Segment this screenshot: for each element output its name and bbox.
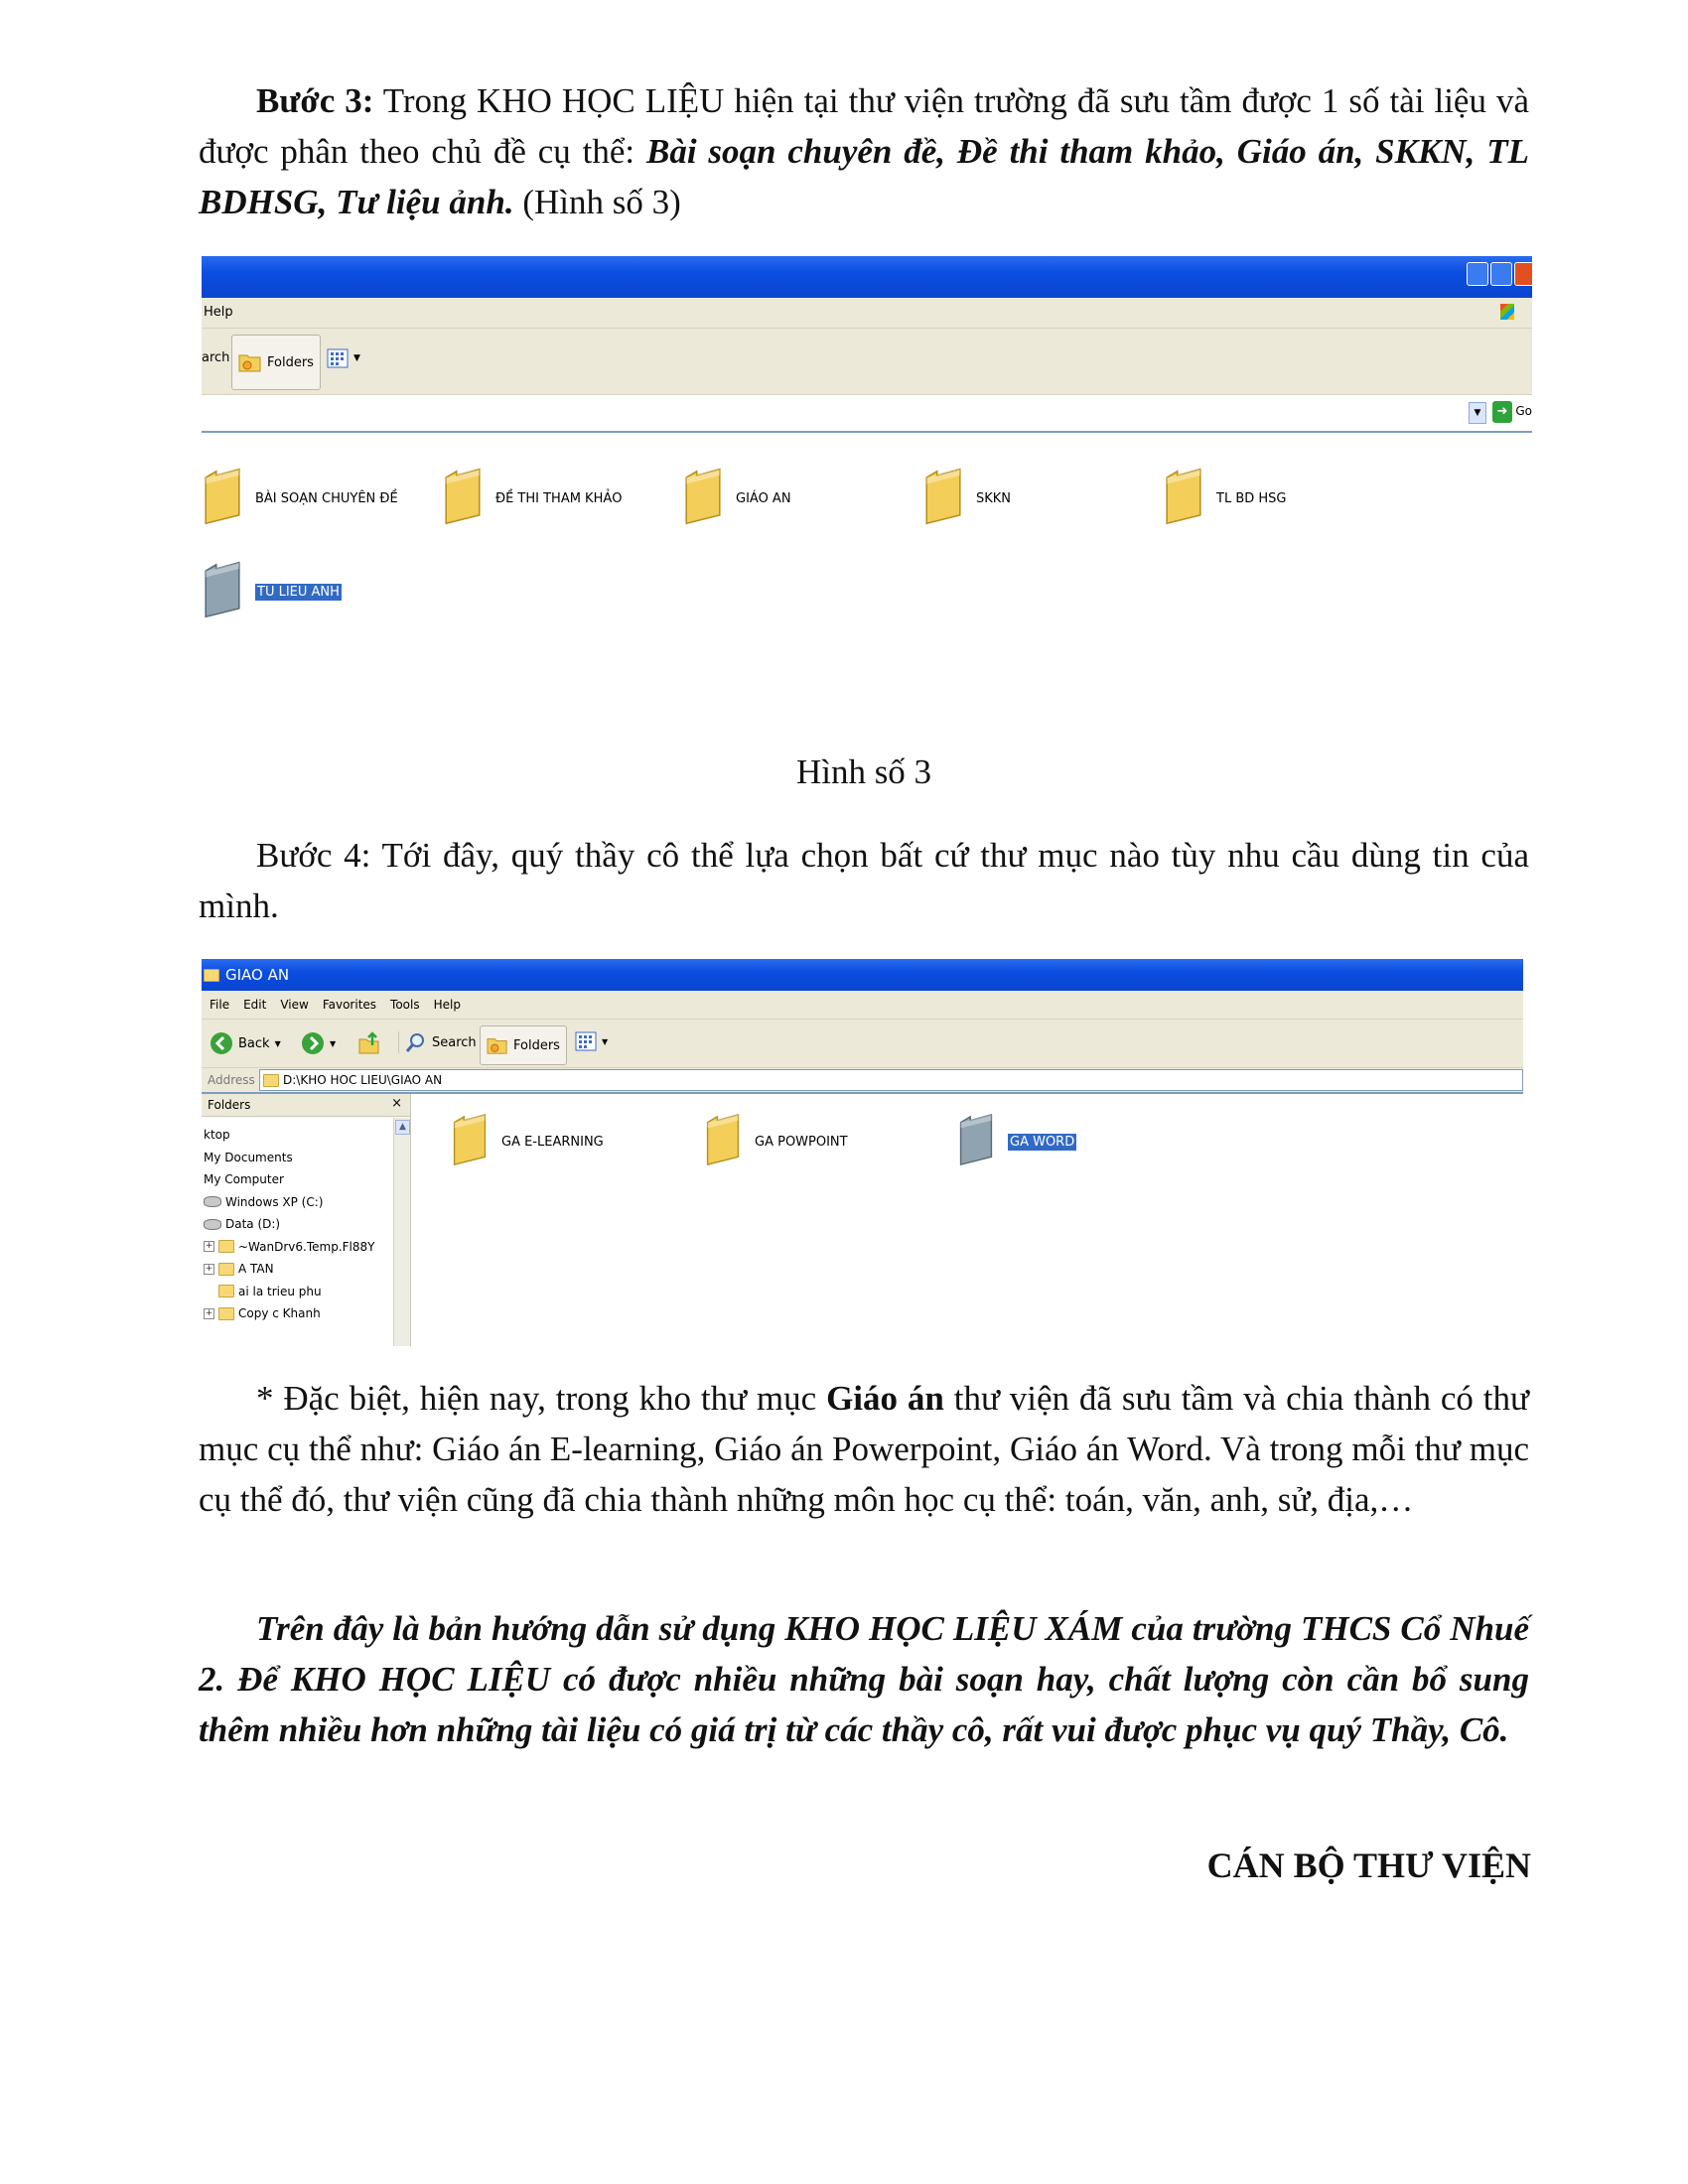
menu-file[interactable]: File — [210, 998, 230, 1012]
folder-label: ĐỀ THI THAM KHẢO — [495, 490, 623, 506]
step3-figref: (Hình số 3) — [513, 183, 681, 221]
folder-tree — [204, 1124, 374, 1325]
forward-arrow-icon — [301, 1031, 325, 1055]
folder-icon — [202, 467, 243, 530]
signature: CÁN BỘ THƯ VIỆN — [1206, 1845, 1531, 1885]
window-titlebar — [202, 959, 1523, 991]
menu-bar — [202, 991, 1523, 1020]
chevron-down-icon: ▼ — [353, 353, 360, 363]
folder-icon — [263, 1074, 279, 1087]
tree-item-label: ai la trieu phu — [238, 1284, 322, 1298]
folder-icon — [922, 467, 964, 530]
folders-label: Folders — [513, 1037, 560, 1053]
closing-text: Trên đây là bản hướng dẫn sử dụng KHO HỌC LIỆU XÁM của trường THCS Cổ Nhuế 2. Để KHO HỌC LIỆU có được nhiều những bài soạn hay, chất lượng còn cần bổ sung thêm nhiều hơn những tài liệu có giá trị từ các thầy cô, rất vui được phục vụ quý Thầy, Cô. — [199, 1609, 1529, 1749]
expand-icon[interactable]: + — [205, 1241, 213, 1252]
back-label: Back — [238, 1035, 270, 1051]
folder-icon — [204, 969, 219, 982]
tree-item[interactable] — [204, 1302, 374, 1325]
forward-button[interactable] — [301, 1031, 336, 1055]
go-arrow-icon[interactable]: ➜ — [1492, 401, 1512, 423]
special-bold: Giáo án — [826, 1379, 944, 1418]
step4-text: Bước 4: Tới đây, quý thầy cô thể lựa chọn bất cứ thư mục nào tùy nhu cầu dùng tin của mình. — [199, 836, 1529, 925]
expand-icon[interactable]: + — [205, 1307, 213, 1318]
folder-icon — [450, 1113, 490, 1170]
folder-icon — [202, 560, 243, 623]
folder-item[interactable] — [922, 467, 1011, 530]
folder-icon — [442, 467, 484, 530]
folders-button[interactable] — [231, 335, 321, 390]
folder-label: GA E-LEARNING — [501, 1134, 604, 1150]
folders-label: Folders — [267, 354, 314, 370]
up-folder-icon — [358, 1031, 380, 1055]
search-label: Search — [432, 1034, 477, 1050]
folder-icon — [703, 1113, 743, 1170]
tree-item-label: Data (D:) — [225, 1217, 281, 1232]
toolbar — [202, 329, 1532, 395]
folder-item[interactable] — [1163, 467, 1286, 530]
search-icon — [405, 1031, 427, 1053]
step3-paragraph — [199, 75, 1529, 227]
restore-button[interactable] — [1490, 262, 1512, 286]
menu-help[interactable]: Help — [204, 305, 233, 320]
menu-view[interactable]: View — [280, 998, 309, 1012]
tree-item[interactable] — [204, 1281, 374, 1303]
menu-tools[interactable]: Tools — [390, 998, 420, 1012]
tree-item[interactable] — [204, 1213, 374, 1236]
tree-item[interactable] — [204, 1124, 374, 1147]
folder-icon — [956, 1113, 996, 1170]
folders-icon — [487, 1035, 508, 1055]
step3-text: Trong KHO HỌC LIỆU hiện tại thư viện trường đã sưu tầm được 1 số tài liệu và được phân theo chủ đề cụ thể: — [199, 81, 1529, 171]
step3-label: Bước 3: — [256, 81, 374, 120]
folder-label: SKKN — [976, 490, 1012, 506]
folder-icon — [218, 1285, 234, 1297]
folder-label: BÀI SOẠN CHUYÊN ĐỀ — [255, 490, 398, 506]
special-prefix: * Đặc biệt, hiện nay, trong kho thư mục — [256, 1379, 827, 1418]
address-bar[interactable] — [202, 395, 1532, 433]
views-button[interactable] — [327, 348, 360, 368]
views-icon — [575, 1031, 597, 1051]
scrollbar[interactable] — [393, 1118, 410, 1346]
address-value: D:\KHO HOC LIEU\GIAO AN — [283, 1073, 443, 1087]
chevron-down-icon: ▼ — [274, 1038, 281, 1048]
step3-topics: Bài soạn chuyên đề, Đề thi tham khảo, Giáo án, SKKN, TL BDHSG, Tư liệu ảnh. — [199, 132, 1529, 221]
folder-item[interactable] — [956, 1113, 1076, 1170]
folder-icon — [682, 467, 724, 530]
window-titlebar — [202, 256, 1532, 298]
chevron-down-icon: ▼ — [602, 1036, 609, 1046]
figure-caption-3: Hình số 3 — [795, 752, 932, 791]
drive-icon — [204, 1219, 221, 1230]
folder-label: GA WORD — [1010, 1134, 1075, 1150]
menu-favorites[interactable]: Favorites — [322, 998, 377, 1012]
address-label: Address — [208, 1073, 255, 1087]
folders-pane-header — [202, 1094, 410, 1117]
tree-item[interactable] — [204, 1147, 374, 1169]
folder-label: TU LIEU ANH — [257, 584, 340, 600]
close-icon[interactable]: × — [391, 1096, 402, 1111]
folder-label: GA POWPOINT — [755, 1134, 848, 1150]
closing-paragraph — [199, 1603, 1529, 1755]
explorer-window-kho-hoc-lieu — [202, 256, 1532, 625]
toolbar — [202, 1020, 1523, 1068]
menu-help[interactable]: Help — [433, 998, 461, 1012]
go-label[interactable]: Go — [1515, 404, 1532, 418]
folder-item[interactable] — [202, 467, 398, 530]
search-label: arch — [202, 350, 230, 365]
folders-icon — [238, 351, 262, 373]
folder-item[interactable] — [703, 1113, 848, 1170]
tree-item[interactable] — [204, 1168, 374, 1191]
folder-label: TL BD HSG — [1216, 490, 1287, 506]
back-arrow-icon — [210, 1031, 233, 1055]
folder-label: GIÁO AN — [736, 490, 791, 506]
folder-icon — [218, 1240, 234, 1253]
window-title: GIAO AN — [225, 966, 290, 984]
tree-item-label: A TAN — [238, 1262, 274, 1277]
tree-item[interactable] — [204, 1236, 374, 1259]
folder-item[interactable] — [682, 467, 791, 530]
tree-item[interactable] — [204, 1258, 374, 1281]
tree-item-label: Copy c Khanh — [238, 1306, 321, 1321]
folder-icon — [1163, 467, 1204, 530]
folders-pane-title: Folders — [208, 1098, 251, 1112]
address-input[interactable] — [259, 1069, 1523, 1091]
tree-item-label: Windows XP (C:) — [225, 1194, 324, 1209]
menu-edit[interactable]: Edit — [243, 998, 267, 1012]
close-button[interactable] — [1514, 262, 1532, 286]
tree-item-label: My Documents — [204, 1150, 293, 1164]
folder-item[interactable] — [442, 467, 623, 530]
views-icon — [327, 348, 349, 368]
windows-logo-icon — [1500, 304, 1514, 320]
special-note-paragraph — [199, 1373, 1529, 1525]
drive-icon — [204, 1196, 221, 1207]
address-bar — [202, 1068, 1523, 1094]
chevron-down-icon: ▼ — [330, 1038, 337, 1048]
tree-item-label: ~WanDrv6.Temp.Fl88Y — [238, 1239, 375, 1254]
folder-icon — [218, 1263, 234, 1276]
folders-button[interactable] — [480, 1025, 567, 1065]
folders-pane — [202, 1094, 411, 1346]
folder-item[interactable] — [202, 560, 342, 623]
back-button[interactable] — [210, 1031, 281, 1055]
tree-item-label: My Computer — [204, 1172, 284, 1187]
special-suffix: thư viện đã sưu tầm và chia thành có thư mục cụ thể như: Giáo án E-learning, Giáo án Powerpoint, Giáo án Word. Và trong mỗi thư mục cụ thể đó, thư viện cũng đã chia thành những môn học cụ thể: toán, văn, anh, sử, địa,… — [199, 1379, 1529, 1519]
folder-item[interactable] — [450, 1113, 604, 1170]
views-button[interactable] — [575, 1031, 608, 1051]
minimize-button[interactable] — [1467, 262, 1488, 286]
search-button[interactable] — [398, 1031, 477, 1053]
tree-item[interactable] — [204, 1191, 374, 1214]
step4-paragraph — [199, 830, 1529, 931]
expand-icon[interactable]: + — [205, 1263, 213, 1274]
tree-item-label: ktop — [204, 1128, 230, 1143]
search-button-partial[interactable] — [202, 350, 229, 365]
explorer-window-giao-an — [202, 959, 1523, 1346]
menu-bar — [202, 298, 1532, 329]
scroll-up-icon[interactable]: ▲ — [395, 1120, 410, 1135]
up-folder-button[interactable] — [358, 1031, 380, 1055]
folder-icon — [218, 1307, 234, 1320]
address-dropdown-icon[interactable]: ▼ — [1469, 402, 1486, 424]
